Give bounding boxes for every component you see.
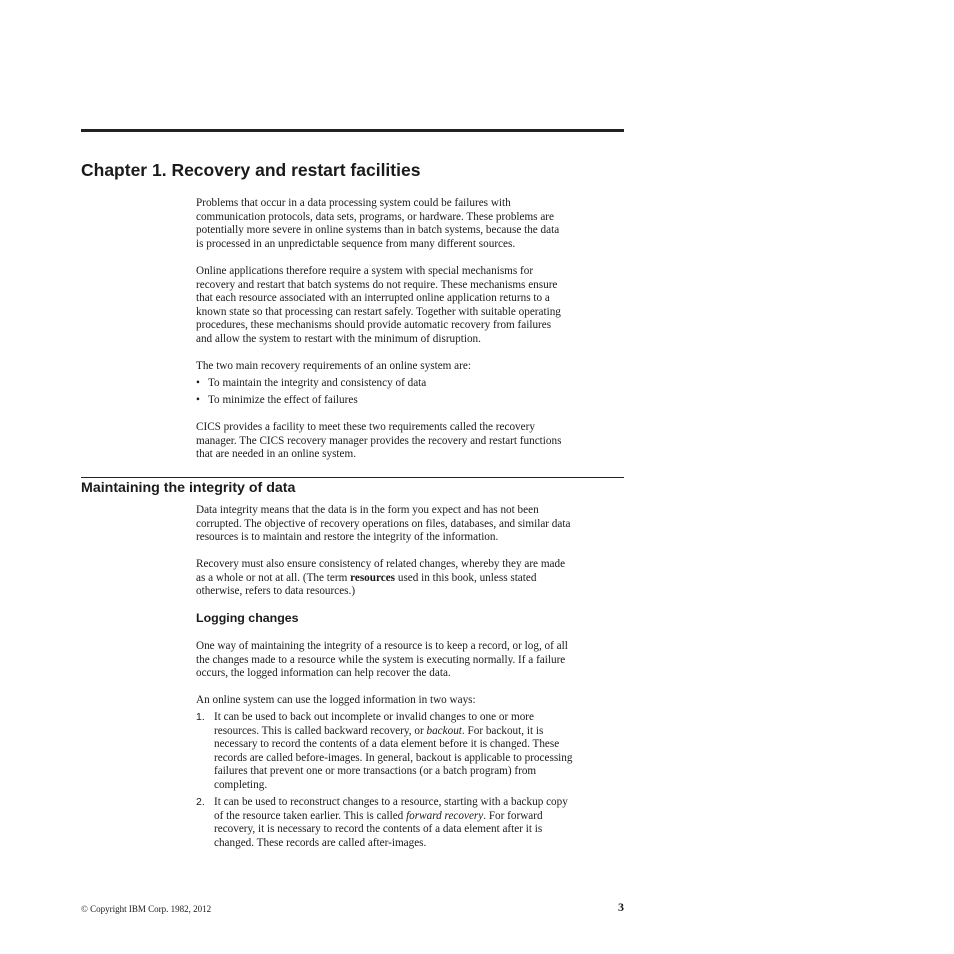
intro-paragraph-1: Problems that occur in a data processing system could be failures with communication protocols, data sets, programs, or hardware. These problems are potentially more severe in online systems than in batch systems, because the data is processed in an unpredictable sequence from many different sources. [196, 197, 560, 250]
footer-copyright: © Copyright IBM Corp. 1982, 2012 [81, 904, 212, 914]
section-title: Maintaining the integrity of data [81, 480, 296, 496]
section-paragraph-1: Data integrity means that the data is in the form you expect and has not been corrupted. The objective of recovery operations on files, databases, and similar data resources is to maintain and restore the integrity of the information. [196, 504, 571, 544]
bullet-marker: • [196, 393, 200, 406]
text-run: . For backout, it is necessary to record the contents of a data element before it is changed. These records are called before-images. In general, backout is applicable to processing failures that prevent one or more transactions (or a batch program) from completing. [214, 724, 573, 791]
term-italic: backout [426, 724, 462, 737]
list-item-text [214, 796, 626, 850]
text-run: Recovery must also ensure consistency of related changes, whereby they are made as a whole or not at all. (The term [196, 558, 566, 584]
intro-paragraph-2: Online applications therefore require a system with special mechanisms for recovery and restart that batch systems do not require. These mechanisms ensure that each resource associated with an interrupted online application returns to a known state so that processing can restart safely. Together with suitable operating procedures, these mechanisms should provide automatic recovery from failures and allow the system to restart with the minimum of disruption. [196, 265, 561, 345]
text-run: . For forward recovery, it is necessary to record the contents of a data element after it is changed. These records are called after-images. [214, 809, 543, 849]
list-item-text [214, 711, 626, 793]
list-item-text: To maintain the integrity and consistency of data [208, 377, 427, 389]
intro-paragraph-4: CICS provides a facility to meet these two requirements called the recovery manager. The CICS recovery manager provides the recovery and restart functions that are needed in an online system. [196, 421, 562, 461]
list-number: 2. [196, 795, 205, 808]
list-item [196, 394, 626, 408]
numbered-list [196, 711, 626, 854]
requirements-list [196, 377, 626, 411]
intro-paragraph-3: The two main recovery requirements of an online system are: [196, 360, 471, 372]
bullet-marker: • [196, 377, 200, 389]
term-bold: resources [350, 571, 396, 584]
section-paragraph-2 [196, 558, 626, 599]
text-run: It can be used to back out incomplete or invalid changes to one or more resources. This is called backward recovery, or [214, 711, 534, 737]
chapter-title: Chapter 1. Recovery and restart facilities [81, 160, 421, 180]
list-item [196, 377, 626, 391]
list-number: 1. [196, 711, 205, 723]
subsection-paragraph-2: An online system can use the logged information in two ways: [196, 694, 476, 706]
text-run: It can be used to reconstruct changes to a resource, starting with a backup copy of the resource taken earlier. This is called [214, 795, 568, 822]
list-item [196, 711, 626, 793]
text-run: used in this book, unless stated otherwise, refers to data resources.) [196, 571, 537, 598]
chapter-top-rule [81, 129, 624, 132]
section-rule [81, 477, 624, 478]
subsection-title: Logging changes [196, 611, 299, 625]
term-italic: forward recovery [406, 809, 484, 822]
list-item [196, 796, 626, 850]
subsection-paragraph-1: One way of maintaining the integrity of a resource is to keep a record, or log, of all the changes made to a resource while the system is executing normally. If a failure occurs, the logged information can help recover the data. [196, 640, 568, 680]
page-number: 3 [618, 900, 624, 914]
list-item-text: To minimize the effect of failures [208, 393, 358, 406]
